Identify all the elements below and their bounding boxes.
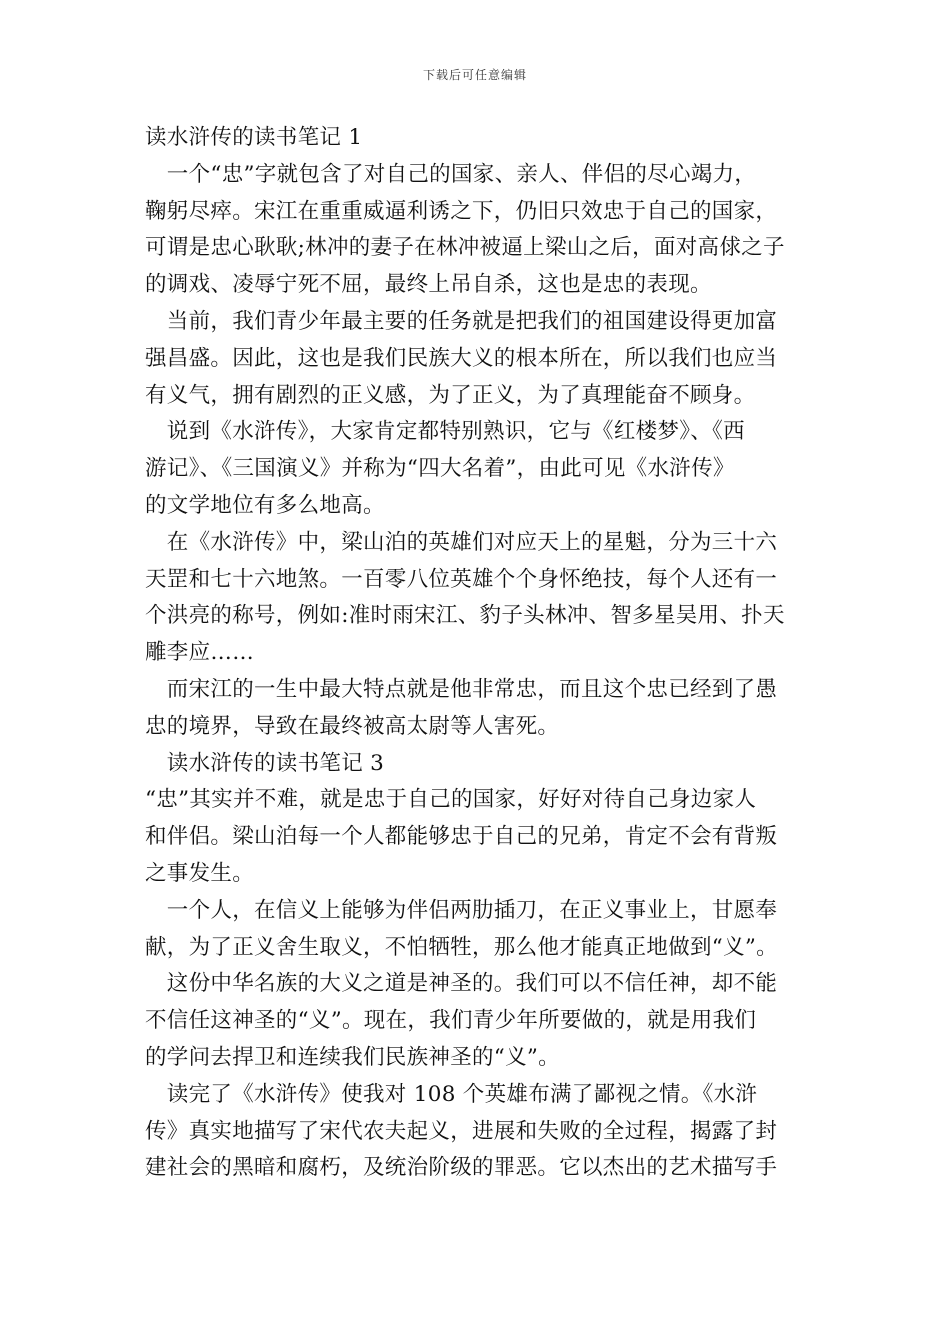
text-line: 强昌盛。因此，这也是我们民族大义的根本所在，所以我们也应当 — [145, 345, 778, 371]
text-line: “忠”其实并不难，就是忠于自己的国家，好好对待自己身边家人 — [145, 787, 757, 813]
text-line: 传》真实地描写了宋代农夫起义，进展和失败的全过程，揭露了封 — [145, 1118, 778, 1144]
text-line: 不信任这神圣的“义”。现在，我们青少年所要做的，就是用我们 — [145, 1008, 757, 1034]
text-line: 有义气，拥有剧烈的正义感，为了正义，为了真理能奋不顾身。 — [145, 382, 756, 408]
text-line: 一个“忠”字就包含了对自己的国家、亲人、伴侣的尽心竭力， — [145, 161, 757, 187]
text-line: 的文学地位有多么地高。 — [145, 492, 385, 518]
text-line: 而宋江的一生中最大特点就是他非常忠，而且这个忠已经到了愚 — [145, 676, 778, 702]
text-line: 的调戏、凌辱宁死不屈，最终上吊自杀，这也是忠的表现。 — [145, 272, 712, 298]
text-line: 天罡和七十六地煞。一百零八位英雄个个身怀绝技，每个人还有一 — [145, 566, 778, 592]
text-line: 可谓是忠心耿耿;林冲的妻子在林冲被逼上梁山之后，面对高俅之子 — [145, 235, 785, 261]
text-line: 和伴侣。梁山泊每一个人都能够忠于自己的兄弟，肯定不会有背叛 — [145, 824, 778, 850]
text-line: 在《水浒传》中，梁山泊的英雄们对应天上的星魁，分为三十六 — [145, 529, 778, 555]
text-line: 建社会的黑暗和腐朽，及统治阶级的罪恶。它以杰出的艺术描写手 — [145, 1155, 778, 1181]
header-note: 下载后可任意编辑 — [422, 68, 527, 82]
text-line: 的学问去捍卫和连续我们民族神圣的“义”。 — [145, 1044, 560, 1070]
text-line: 鞠躬尽瘁。宋江在重重威逼利诱之下，仍旧只效忠于自己的国家， — [145, 198, 778, 224]
text-line: 一个人，在信义上能够为伴侣两肋插刀，在正义事业上，甘愿奉 — [145, 897, 778, 923]
text-line: 献，为了正义舍生取义，不怕牺牲，那么他才能真正地做到“义”。 — [145, 934, 778, 960]
document-body — [145, 120, 805, 1187]
text-line: 这份中华名族的大义之道是神圣的。我们可以不信任神，却不能 — [145, 971, 778, 997]
section-title: 读水浒传的读书笔记 1 — [145, 125, 363, 150]
text-line: 之事发生。 — [145, 860, 255, 886]
text-line: 雕李应…… — [145, 640, 255, 666]
text-line: 个洪亮的称号，例如:准时雨宋江、豹子头林冲、智多星吴用、扑天 — [145, 603, 785, 629]
text-line: 当前，我们青少年最主要的任务就是把我们的祖国建设得更加富 — [145, 308, 778, 334]
text-line: 忠的境界，导致在最终被高太尉等人害死。 — [145, 713, 560, 739]
text-line: 说到《水浒传》，大家肯定都特别熟识，它与《红楼梦》、《西 — [145, 419, 745, 445]
section-title: 读水浒传的读书笔记 3 — [145, 750, 385, 776]
text-line: 游记》、《三国演义》并称为“四大名着”，由此可见《水浒传》 — [145, 456, 735, 482]
text-line: 读完了《水浒传》使我对 108 个英雄布满了鄙视之情。《水浒 — [145, 1081, 758, 1107]
